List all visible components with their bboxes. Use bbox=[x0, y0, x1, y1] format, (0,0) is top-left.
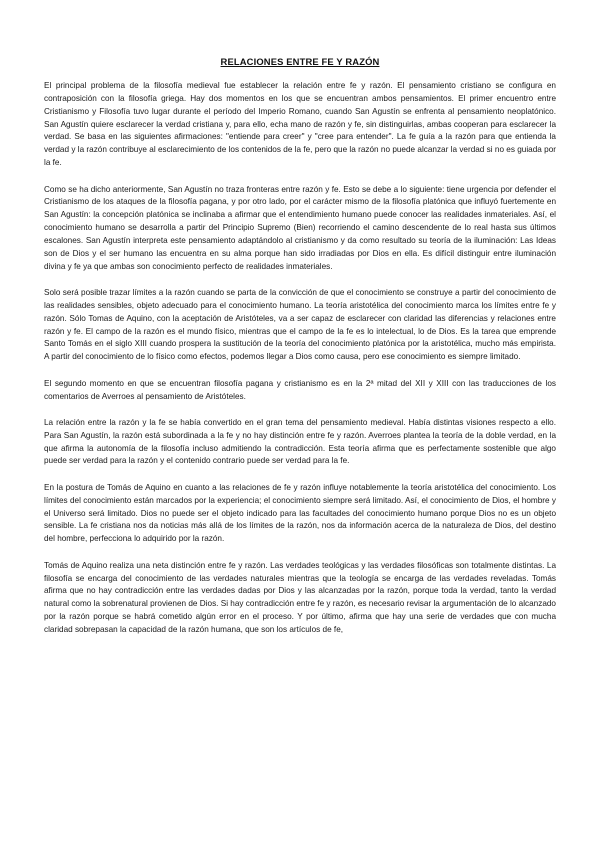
paragraph-1: El principal problema de la filosofía medieval fue establecer la relación entre fe y razón. El pensamiento cristiano se configura en contraposición con la filosofía griega. Hay dos momentos en los que se encuentran ambos pensamientos. El primer encuentro entre Cristianismo y Filosofía tuvo lugar durante el período del Imperio Romano, cuando San Agustín se enfrenta al pensamiento neoplatónico. San Agustín quiere esclarecer la verdad cristiana y, para ello, echa mano de razón y fe, sin distinguirlas, ambas cooperan para esclarecer la verdad. Se basa en las siguientes afirmaciones: "entiende para creer" y "cree para entender". La fe guía a la razón para que entienda la verdad y la razón contribuye al esclarecimiento de los contenidos de la fe, pero que la razón no puede alcanzar la verdad si no es guiada por la fe. bbox=[44, 81, 556, 168]
paragraph-3: Solo será posible trazar límites a la razón cuando se parta de la convicción de que el conocimiento se construye a partir del conocimiento de las realidades sensibles, objeto adecuado para el conocimiento humano. La teoría aristotélica del conocimiento marca los límites entre fe y razón. Sólo Tomas de Aquino, con la aceptación de Aristóteles, va a ser capaz de esclarecer con claridad las diferencias y relaciones entre razón y fe. El campo de la razón es el mundo físico, mientras que el campo de la fe es lo intelectual, lo de Dios. Es la tarea que emprende Santo Tomás en el siglo XIII cuando prospera la sustitución de la teoría del conocimiento platónica por la aristotélica, mucho más empirista. A partir del conocimiento de lo físico como efectos, podemos llegar a Dios como causa, pero ese conocimiento es siempre limitado. bbox=[44, 288, 556, 362]
paragraph-4: El segundo momento en que se encuentran filosofía pagana y cristianismo es en la 2ª mitad del XII y XIII con las traducciones de los comentarios de Averroes al pensamiento de Aristóteles. bbox=[44, 378, 556, 401]
paragraph-7: Tomás de Aquino realiza una neta distinción entre fe y razón. Las verdades teológicas y las verdades filosóficas son totalmente distintas. La filosofía se encarga del conocimiento de las verdades naturales mientras que la teología se encarga de las verdades reveladas. Tomás afirma que no hay contradicción entre las verdades dadas por Dios y las alcanzadas por la razón, porque toda la verdad, tanto la verdad natural como la sobrenatural provienen de Dios. Si hay contradicción entre fe y razón, es necesario revisar la argumentación de lo alcanzado por la razón porque se habrá cometido algún error en el proceso. Y por último, afirma que hay una serie de verdades que con mucha claridad sobrepasan la capacidad de la razón humana, que son los artículos de fe, bbox=[44, 560, 556, 634]
paragraph-5: La relación entre la razón y la fe se había convertido en el gran tema del pensamiento medieval. Había distintas visiones respecto a ello. Para San Agustín, la razón está subordinada a la fe y no hay distinción entre fe y razón. Averroes plantea la teoría de la doble verdad, en la que afirma la autonomía de la filosofía incluso admitiendo la contradicción. Esta teoría afirma que es perfectamente sostenible que algo puede ser verdad para la razón y el contenido contrario puede ser verdad para la fe. bbox=[44, 417, 556, 466]
paragraph-2: Como se ha dicho anteriormente, San Agustín no traza fronteras entre razón y fe. Esto se debe a lo siguiente: tiene urgencia por defender el Cristianismo de los ataques de la filosofía pagana, y por otro lado, por el carácter mismo de la filosofía platónica que influyó fuertemente en San Agustín: la concepción platónica se inclinaba a afirmar que el entendimiento humano puede conocer las realidades inmateriales. Así, el conocimiento humano se desarrolla a partir del Principio Supremo (Bien) recorriendo el camino descendente de lo real hasta sus últimos escalones. San Agustín interpreta este pensamiento adaptándolo al cristianismo y da como resultado su teoría de la iluminación: Las Ideas son de Dios y el ser humano las encuentra en su alma porque han sido irradiadas por Dios en ella. Es difícil distinguir entre iluminación divina y fe ya que ambas son conocimiento perfecto de realidades inmateriales. bbox=[44, 184, 556, 271]
document-title: RELACIONES ENTRE FE Y RAZÓN bbox=[220, 56, 380, 67]
document-body bbox=[44, 80, 556, 637]
paragraph-6: En la postura de Tomás de Aquino en cuanto a las relaciones de fe y razón influye notablemente la teoría aristotélica del conocimiento. Los límites del conocimiento están marcados por la experiencia; el conocimiento siempre será limitado. Así, el conocimiento de Dios, el hombre y el Universo será limitado. Dios no puede ser el objeto indicado para las facultades del conocimiento humano porque Dios no es un objeto sensible. La fe cristiana nos da noticias más allá de los límites de la razón, nos da información acerca de la naturaleza de Dios, del destino del hombre, perfecciona lo adquirido por la razón. bbox=[44, 482, 556, 544]
